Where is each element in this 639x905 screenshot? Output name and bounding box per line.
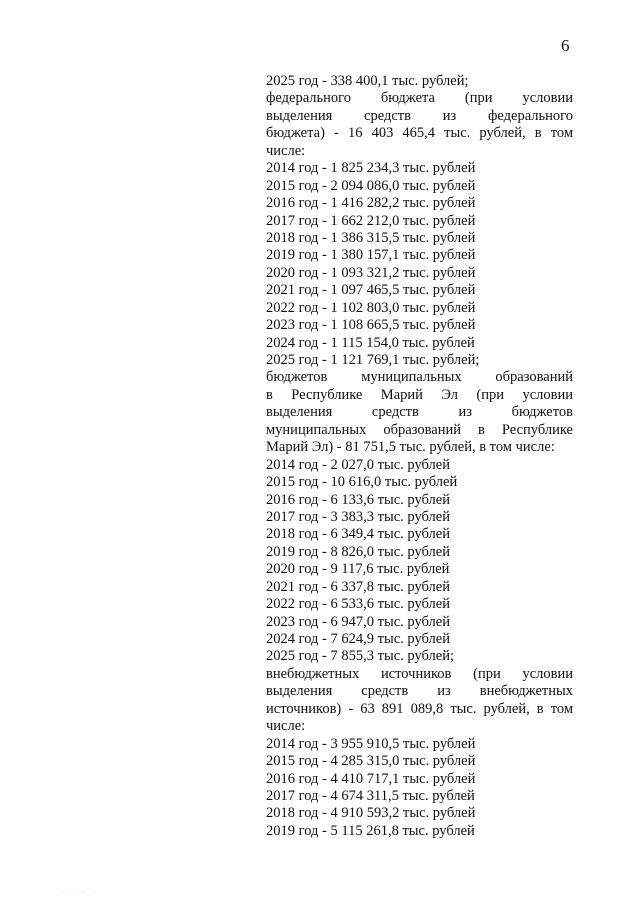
text-line: 2018 год - 4 910 593,2 тыс. рублей [266, 805, 476, 822]
text-line: 2021 год - 1 097 465,5 тыс. рублей [266, 282, 476, 299]
text-line: 2015 год - 2 094 086,0 тыс. рублей [266, 177, 476, 194]
text-line: числе: [266, 718, 306, 735]
text-line: 2015 год - 10 616,0 тыс. рублей [266, 474, 458, 491]
document-body [266, 73, 573, 840]
text-line: бюджетов муниципальных образований [266, 369, 573, 386]
text-line: 2024 год - 1 115 154,0 тыс. рублей [266, 334, 475, 351]
text-line: 2014 год - 1 825 234,3 тыс. рублей [266, 160, 476, 177]
text-line: выделения средств из внебюджетных [266, 683, 573, 700]
text-line: выделения средств из бюджетов [266, 404, 573, 421]
text-line: 2025 год - 1 121 769,1 тыс. рублей; [266, 352, 480, 368]
scan-artifact: · · · · [60, 888, 98, 897]
text-line: 2017 год - 3 383,3 тыс. рублей [266, 508, 450, 525]
text-line: 2016 год - 1 416 282,2 тыс. рублей [266, 195, 476, 212]
text-line: 2023 год - 6 947,0 тыс. рублей [266, 613, 450, 630]
text-line: 2018 год - 1 386 315,5 тыс. рублей [266, 229, 476, 246]
text-line: 2022 год - 6 533,6 тыс. рублей [266, 596, 450, 613]
text-line: 2016 год - 6 133,6 тыс. рублей [266, 491, 450, 508]
text-line: 2020 год - 1 093 321,2 тыс. рублей [266, 264, 476, 281]
text-line: 2016 год - 4 410 717,1 тыс. рублей [266, 770, 476, 787]
text-line: 2017 год - 1 662 212,0 тыс. рублей [266, 212, 476, 229]
text-line: 2019 год - 5 115 261,8 тыс. рублей [266, 822, 475, 839]
text-line: 2014 год - 3 955 910,5 тыс. рублей [266, 735, 476, 752]
text-line: 2019 год - 8 826,0 тыс. рублей [266, 543, 450, 560]
text-line: источников) - 63 891 089,8 тыс. рублей, в том [266, 700, 573, 717]
text-line: 2021 год - 6 337,8 тыс. рублей [266, 578, 450, 595]
text-line: 2022 год - 1 102 803,0 тыс. рублей [266, 299, 476, 316]
text-line: 2014 год - 2 027,0 тыс. рублей [266, 456, 450, 473]
text-line: 2024 год - 7 624,9 тыс. рублей [266, 631, 450, 647]
text-line: выделения средств из федерального [266, 107, 573, 124]
text-line: 2023 год - 1 108 665,5 тыс. рублей [266, 317, 476, 334]
text-line: 2025 год - 7 855,3 тыс. рублей; [266, 648, 454, 665]
text-line: федерального бюджета (при условии [266, 90, 573, 107]
text-line: Марий Эл) - 81 751,5 тыс. рублей, в том числе: [266, 439, 555, 456]
text-line: 2018 год - 6 349,4 тыс. рублей [266, 526, 450, 543]
text-line: муниципальных образований в Республике [266, 421, 573, 438]
text-line: в Республике Марий Эл (при условии [266, 386, 573, 403]
text-line: 2017 год - 4 674 311,5 тыс. рублей [266, 787, 475, 804]
text-line: 2020 год - 9 117,6 тыс. рублей [266, 561, 450, 578]
page-number: 6 [561, 36, 570, 55]
text-line: числе: [266, 142, 306, 159]
text-line: внебюджетных источников (при условии [266, 665, 573, 682]
text-line: бюджета) - 16 403 465,4 тыс. рублей, в том [266, 125, 573, 142]
text-line: 2019 год - 1 380 157,1 тыс. рублей [266, 247, 476, 264]
text-line: 2025 год - 338 400,1 тыс. рублей; [266, 73, 469, 89]
text-line: 2015 год - 4 285 315,0 тыс. рублей [266, 753, 476, 770]
